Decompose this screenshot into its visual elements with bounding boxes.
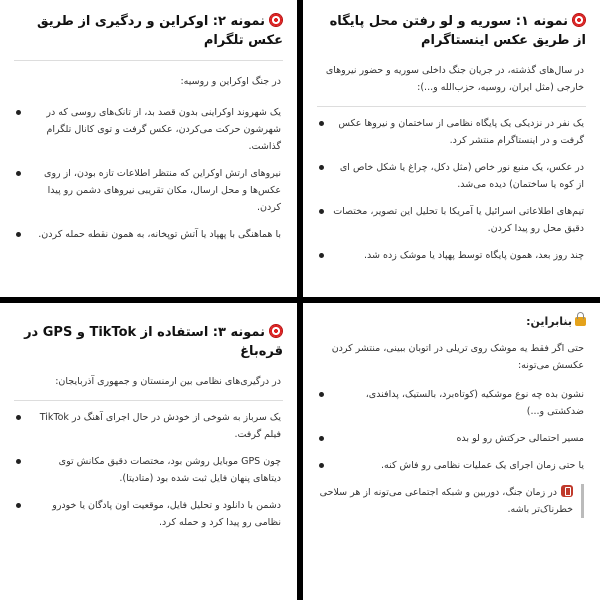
- list-item: در عکس، یک منبع نور خاص (مثل دکل، چراغ یا شکل خاص ای از کوه یا ساختمان) دیده می‌شد.: [317, 159, 584, 193]
- conclusion-quote-text: در زمان جنگ، دوربین و شبکه اجتماعی می‌تونه از هر سلاحی خطرناک‌تر باشه.: [319, 487, 573, 515]
- card-example-1: [303, 0, 600, 297]
- list-item: یک سرباز به شوخی از خودش در حال اجرای آهنگ در TikTok فیلم گرفت.: [14, 409, 281, 443]
- lock-icon: [575, 317, 586, 326]
- list-item: با هماهنگی با پهپاد یا آتش توپخانه، به همون نقطه حمله کردن.: [14, 226, 281, 243]
- list-item: دشمن با دانلود و تحلیل فایل، موقعیت اون پادگان یا خودرو نظامی رو پیدا کرد و حمله کرد.: [14, 497, 281, 531]
- conclusion-intro: حتی اگر فقط یه موشک روی تریلی در اتوبان ببینی، منتشر کردن عکسش می‌تونه:: [331, 343, 584, 371]
- card-2-intro: در جنگ اوکراین و روسیه:: [180, 76, 281, 87]
- card-1-intro: در سال‌های گذشته، در جریان جنگ داخلی سوریه و حضور نیروهای خارجی (مثل ایران، روسیه، حزب‌الله و...):: [325, 65, 584, 93]
- card-2-title: نمونه ۲: اوکراین و ردگیری از طریق عکس تلگرام: [36, 14, 283, 48]
- target-icon: [269, 324, 283, 338]
- target-icon: [269, 13, 283, 27]
- card-2-bullets: [0, 90, 297, 243]
- phone-icon: [561, 485, 573, 497]
- list-item: یک نفر در نزدیکی یک پایگاه نظامی از ساختمان و نیروها عکس گرفت و در اینستاگرام منتشر کرد.: [317, 115, 584, 149]
- list-item: یک شهروند اوکراینی بدون قصد بد، از تانک‌های روسی که در شهرشون حرکت می‌کردن، عکس گرفت و توی کانال تلگرام گذاشت.: [14, 104, 281, 155]
- conclusion-quote: [317, 484, 584, 518]
- card-3-bullets: [0, 401, 297, 531]
- card-1-bullets: [303, 107, 600, 264]
- list-item: مسیر احتمالی حرکتش رو لو بده: [317, 430, 584, 447]
- list-item: تیم‌های اطلاعاتی اسرائیل یا آمریکا با تحلیل این تصویر، مختصات دقیق محل رو پیدا کردن.: [317, 203, 584, 237]
- list-item: یا حتی زمان اجرای یک عملیات نظامی رو فاش کنه.: [317, 457, 584, 474]
- card-3-intro: در درگیری‌های نظامی بین ارمنستان و جمهوری آذربایجان:: [55, 376, 281, 387]
- card-1-title: نمونه ۱: سوریه و لو رفتن محل پایگاه از طریق عکس اینستاگرام: [329, 14, 586, 48]
- list-item: نیروهای ارتش اوکراین که منتظر اطلاعات تازه بودن، از روی عکس‌ها و محل ارسال، مکان تقریبی نیروهای دشمن رو پیدا کردن.: [14, 165, 281, 216]
- list-item: چند روز بعد، همون پایگاه توسط پهپاد یا موشک زده شد.: [317, 247, 584, 264]
- target-icon: [572, 13, 586, 27]
- card-example-2: [0, 0, 297, 297]
- list-item: نشون بده چه نوع موشکیه (کوتاه‌برد، بالستیک، پدافندی، ضدکشتی و...): [317, 386, 584, 420]
- card-3-title: نمونه ۳: استفاده از TikTok و GPS در قره‌باغ: [24, 325, 283, 359]
- conclusion-bullets: [303, 374, 600, 474]
- card-example-3: [0, 303, 297, 600]
- card-conclusion: [303, 303, 600, 600]
- list-item: چون GPS موبایل روشن بود، مختصات دقیق مکانش توی دیتاهای پنهان فایل ثبت شده بود (متادیتا).: [14, 453, 281, 487]
- conclusion-heading: بنابراین:: [526, 315, 572, 328]
